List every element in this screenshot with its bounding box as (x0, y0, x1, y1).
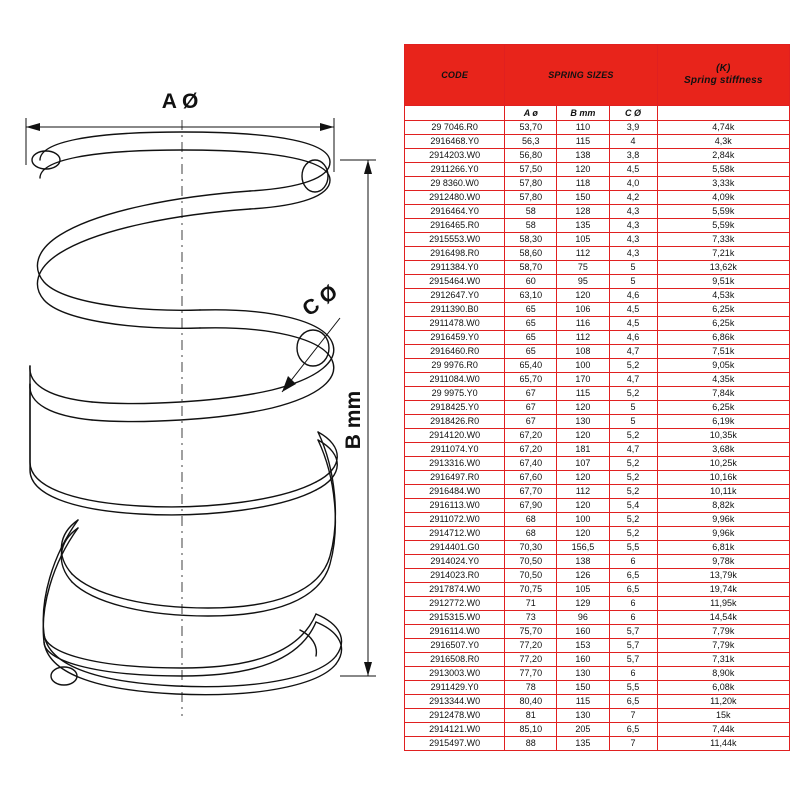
table-row (405, 149, 790, 163)
subheader-c: C Ø (609, 106, 657, 121)
cell-c: 4,3 (609, 219, 657, 233)
cell-a: 85,10 (505, 723, 557, 737)
cell-c: 5,2 (609, 429, 657, 443)
table-row (405, 639, 790, 653)
table-row (405, 177, 790, 191)
cell-k: 9,96k (657, 527, 789, 541)
cell-code: 2913316.W0 (405, 457, 505, 471)
table-row (405, 471, 790, 485)
cell-a: 67,40 (505, 457, 557, 471)
table-row (405, 513, 790, 527)
cell-b: 112 (557, 485, 609, 499)
table-row (405, 723, 790, 737)
cell-k: 10,11k (657, 485, 789, 499)
cell-c: 5,2 (609, 485, 657, 499)
table-row (405, 569, 790, 583)
table-row (405, 555, 790, 569)
cell-b: 138 (557, 555, 609, 569)
cell-b: 130 (557, 709, 609, 723)
cell-b: 129 (557, 597, 609, 611)
cell-a: 65 (505, 331, 557, 345)
cell-k: 6,25k (657, 317, 789, 331)
cell-code: 2911390.B0 (405, 303, 505, 317)
b-mm-label: B mm (342, 390, 365, 450)
cell-a: 71 (505, 597, 557, 611)
cell-code: 2912647.Y0 (405, 289, 505, 303)
cell-a: 67,20 (505, 443, 557, 457)
cell-c: 4,7 (609, 443, 657, 457)
cell-b: 106 (557, 303, 609, 317)
cell-code: 2911072.W0 (405, 513, 505, 527)
cell-a: 70,50 (505, 569, 557, 583)
cell-b: 95 (557, 275, 609, 289)
table-row (405, 695, 790, 709)
cell-k: 7,51k (657, 345, 789, 359)
table-row (405, 709, 790, 723)
cell-k: 4,3k (657, 135, 789, 149)
cell-b: 120 (557, 289, 609, 303)
cell-b: 120 (557, 527, 609, 541)
table-row (405, 359, 790, 373)
cell-code: 2916465.R0 (405, 219, 505, 233)
table-row (405, 373, 790, 387)
cell-a: 57,80 (505, 177, 557, 191)
cell-k: 4,74k (657, 121, 789, 135)
cell-a: 77,20 (505, 639, 557, 653)
cell-c: 5 (609, 275, 657, 289)
table-row (405, 275, 790, 289)
cell-b: 160 (557, 625, 609, 639)
cell-a: 67 (505, 415, 557, 429)
subheader-b: B mm (557, 106, 609, 121)
header-spring-sizes: SPRING SIZES (505, 45, 657, 106)
table-row (405, 121, 790, 135)
cell-c: 5 (609, 415, 657, 429)
table-row (405, 387, 790, 401)
cell-c: 5,7 (609, 625, 657, 639)
cell-code: 2911266.Y0 (405, 163, 505, 177)
table-row (405, 163, 790, 177)
cell-c: 4,7 (609, 345, 657, 359)
cell-code: 29 9976.R0 (405, 359, 505, 373)
cell-c: 7 (609, 737, 657, 751)
cell-k: 3,33k (657, 177, 789, 191)
cell-c: 4,6 (609, 289, 657, 303)
cell-k: 6,08k (657, 681, 789, 695)
spring-diagram (0, 0, 398, 800)
cell-k: 9,51k (657, 275, 789, 289)
cell-code: 2916508.R0 (405, 653, 505, 667)
cell-code: 2916464.Y0 (405, 205, 505, 219)
cell-c: 4,5 (609, 303, 657, 317)
cell-c: 5,7 (609, 639, 657, 653)
table-header-row (405, 45, 790, 106)
cell-code: 2911384.Y0 (405, 261, 505, 275)
cell-c: 6,5 (609, 723, 657, 737)
cell-code: 2916114.W0 (405, 625, 505, 639)
header-stiffness-text: Spring stiffness (684, 75, 763, 86)
cell-k: 6,19k (657, 415, 789, 429)
cell-a: 67 (505, 401, 557, 415)
cell-code: 2913344.W0 (405, 695, 505, 709)
cell-c: 5,7 (609, 653, 657, 667)
cell-b: 156,5 (557, 541, 609, 555)
cell-code: 2916498.R0 (405, 247, 505, 261)
cell-code: 2918426.R0 (405, 415, 505, 429)
subheader-a: A ø (505, 106, 557, 121)
table-row (405, 135, 790, 149)
cell-c: 6,5 (609, 695, 657, 709)
cell-c: 4,3 (609, 233, 657, 247)
table-row (405, 681, 790, 695)
spring-spec-table (404, 44, 790, 751)
cell-k: 15k (657, 709, 789, 723)
cell-code: 29 9975.Y0 (405, 387, 505, 401)
cell-a: 80,40 (505, 695, 557, 709)
cell-a: 56,80 (505, 149, 557, 163)
table-body (405, 121, 790, 751)
table-row (405, 443, 790, 457)
table-row (405, 597, 790, 611)
cell-c: 3,8 (609, 149, 657, 163)
table-row (405, 233, 790, 247)
cell-code: 2911084.W0 (405, 373, 505, 387)
table-row (405, 499, 790, 513)
cell-b: 126 (557, 569, 609, 583)
table-row (405, 485, 790, 499)
cell-code: 29 8360.W0 (405, 177, 505, 191)
cell-a: 67,20 (505, 429, 557, 443)
cell-k: 6,86k (657, 331, 789, 345)
cell-b: 135 (557, 737, 609, 751)
cell-code: 2918425.Y0 (405, 401, 505, 415)
cell-c: 4,3 (609, 247, 657, 261)
cell-c: 7 (609, 709, 657, 723)
cell-k: 4,53k (657, 289, 789, 303)
cell-a: 57,50 (505, 163, 557, 177)
cell-a: 57,80 (505, 191, 557, 205)
cell-a: 67,90 (505, 499, 557, 513)
cell-c: 5,2 (609, 471, 657, 485)
cell-k: 5,59k (657, 219, 789, 233)
cell-c: 5 (609, 261, 657, 275)
table-row (405, 429, 790, 443)
cell-c: 6 (609, 667, 657, 681)
cell-k: 11,95k (657, 597, 789, 611)
cell-c: 4,0 (609, 177, 657, 191)
spring-spec-table-wrapper (404, 44, 790, 751)
cell-k: 8,90k (657, 667, 789, 681)
cell-b: 116 (557, 317, 609, 331)
cell-k: 9,96k (657, 513, 789, 527)
cell-c: 5,4 (609, 499, 657, 513)
cell-a: 58,30 (505, 233, 557, 247)
cell-k: 8,82k (657, 499, 789, 513)
a-diameter-label: A Ø (161, 90, 199, 113)
table-row (405, 667, 790, 681)
cell-a: 58,70 (505, 261, 557, 275)
table-row (405, 317, 790, 331)
cell-k: 11,20k (657, 695, 789, 709)
cell-a: 60 (505, 275, 557, 289)
cell-b: 107 (557, 457, 609, 471)
cell-a: 70,50 (505, 555, 557, 569)
cell-a: 65 (505, 303, 557, 317)
cell-a: 67,60 (505, 471, 557, 485)
cell-code: 2916459.Y0 (405, 331, 505, 345)
cell-b: 115 (557, 135, 609, 149)
cell-a: 77,20 (505, 653, 557, 667)
cell-code: 2917874.W0 (405, 583, 505, 597)
cell-code: 2914121.W0 (405, 723, 505, 737)
cell-c: 4,7 (609, 373, 657, 387)
cell-code: 2915553.W0 (405, 233, 505, 247)
table-row (405, 625, 790, 639)
table-row (405, 653, 790, 667)
table-row (405, 401, 790, 415)
cell-c: 4,3 (609, 205, 657, 219)
cell-k: 13,62k (657, 261, 789, 275)
cell-b: 130 (557, 667, 609, 681)
cell-k: 9,78k (657, 555, 789, 569)
cell-k: 2,84k (657, 149, 789, 163)
cell-c: 5,2 (609, 527, 657, 541)
cell-a: 75,70 (505, 625, 557, 639)
cell-a: 77,70 (505, 667, 557, 681)
header-code: CODE (405, 45, 505, 106)
cell-code: 2916113.W0 (405, 499, 505, 513)
header-spring-stiffness (657, 45, 789, 106)
cell-a: 58,60 (505, 247, 557, 261)
cell-code: 2914023.R0 (405, 569, 505, 583)
table-row (405, 303, 790, 317)
cell-k: 10,16k (657, 471, 789, 485)
table-row (405, 247, 790, 261)
cell-c: 6 (609, 611, 657, 625)
cell-k: 14,54k (657, 611, 789, 625)
cell-k: 6,25k (657, 401, 789, 415)
cell-b: 120 (557, 471, 609, 485)
cell-b: 160 (557, 653, 609, 667)
cell-k: 7,79k (657, 625, 789, 639)
cell-code: 2914712.W0 (405, 527, 505, 541)
cell-a: 65,40 (505, 359, 557, 373)
cell-c: 4,2 (609, 191, 657, 205)
cell-a: 56,3 (505, 135, 557, 149)
cell-c: 6,5 (609, 583, 657, 597)
cell-b: 120 (557, 499, 609, 513)
table-row (405, 457, 790, 471)
cell-b: 108 (557, 345, 609, 359)
cell-a: 78 (505, 681, 557, 695)
cell-code: 2915497.W0 (405, 737, 505, 751)
cell-k: 6,81k (657, 541, 789, 555)
cell-b: 105 (557, 233, 609, 247)
table-row (405, 527, 790, 541)
cell-a: 63,10 (505, 289, 557, 303)
cell-b: 112 (557, 331, 609, 345)
cell-code: 2916460.R0 (405, 345, 505, 359)
cell-c: 5,5 (609, 681, 657, 695)
cell-a: 65 (505, 317, 557, 331)
table-row (405, 345, 790, 359)
cell-b: 135 (557, 219, 609, 233)
cell-c: 6,5 (609, 569, 657, 583)
cell-code: 2912480.W0 (405, 191, 505, 205)
table-row (405, 261, 790, 275)
cell-code: 2912478.W0 (405, 709, 505, 723)
cell-k: 7,79k (657, 639, 789, 653)
cell-c: 5 (609, 401, 657, 415)
cell-c: 6 (609, 597, 657, 611)
table-row (405, 289, 790, 303)
cell-a: 65,70 (505, 373, 557, 387)
table-row (405, 331, 790, 345)
table-subheader-row (405, 106, 790, 121)
cell-b: 115 (557, 387, 609, 401)
cell-b: 153 (557, 639, 609, 653)
cell-k: 7,21k (657, 247, 789, 261)
table-row (405, 191, 790, 205)
cell-a: 70,30 (505, 541, 557, 555)
cell-code: 2911429.Y0 (405, 681, 505, 695)
cell-b: 181 (557, 443, 609, 457)
cell-code: 2916507.Y0 (405, 639, 505, 653)
cell-b: 112 (557, 247, 609, 261)
cell-b: 150 (557, 191, 609, 205)
table-row (405, 219, 790, 233)
cell-b: 115 (557, 695, 609, 709)
cell-c: 4,5 (609, 317, 657, 331)
cell-a: 68 (505, 527, 557, 541)
cell-a: 73 (505, 611, 557, 625)
cell-a: 58 (505, 205, 557, 219)
cell-b: 120 (557, 401, 609, 415)
header-stiffness-k: (K) (716, 63, 731, 74)
cell-k: 5,59k (657, 205, 789, 219)
cell-b: 118 (557, 177, 609, 191)
cell-a: 65 (505, 345, 557, 359)
table-row (405, 737, 790, 751)
cell-code: 2915315.W0 (405, 611, 505, 625)
cell-k: 10,25k (657, 457, 789, 471)
cell-k: 11,44k (657, 737, 789, 751)
subheader-k (657, 106, 789, 121)
cell-c: 3,9 (609, 121, 657, 135)
cell-k: 7,44k (657, 723, 789, 737)
cell-code: 2913003.W0 (405, 667, 505, 681)
cell-k: 7,84k (657, 387, 789, 401)
cell-k: 19,74k (657, 583, 789, 597)
cell-k: 5,58k (657, 163, 789, 177)
cell-a: 53,70 (505, 121, 557, 135)
cell-k: 4,35k (657, 373, 789, 387)
cell-b: 110 (557, 121, 609, 135)
cell-a: 67 (505, 387, 557, 401)
cell-k: 4,09k (657, 191, 789, 205)
cell-code: 2915464.W0 (405, 275, 505, 289)
cell-code: 2916468.Y0 (405, 135, 505, 149)
cell-b: 75 (557, 261, 609, 275)
cell-b: 100 (557, 513, 609, 527)
cell-b: 128 (557, 205, 609, 219)
cell-code: 2916497.R0 (405, 471, 505, 485)
cell-c: 5,2 (609, 457, 657, 471)
cell-b: 100 (557, 359, 609, 373)
cell-code: 2914120.W0 (405, 429, 505, 443)
cell-b: 105 (557, 583, 609, 597)
table-row (405, 583, 790, 597)
cell-code: 2912772.W0 (405, 597, 505, 611)
cell-k: 3,68k (657, 443, 789, 457)
cell-c: 4,6 (609, 331, 657, 345)
cell-c: 4,5 (609, 163, 657, 177)
cell-b: 150 (557, 681, 609, 695)
cell-b: 120 (557, 429, 609, 443)
cell-k: 13,79k (657, 569, 789, 583)
cell-a: 81 (505, 709, 557, 723)
cell-a: 58 (505, 219, 557, 233)
cell-c: 5,2 (609, 359, 657, 373)
table-row (405, 541, 790, 555)
cell-k: 9,05k (657, 359, 789, 373)
cell-code: 29 7046.R0 (405, 121, 505, 135)
cell-b: 96 (557, 611, 609, 625)
cell-code: 2914203.W0 (405, 149, 505, 163)
cell-code: 2916484.W0 (405, 485, 505, 499)
cell-b: 120 (557, 163, 609, 177)
cell-c: 5,2 (609, 387, 657, 401)
cell-b: 205 (557, 723, 609, 737)
cell-k: 7,33k (657, 233, 789, 247)
cell-c: 4 (609, 135, 657, 149)
cell-b: 170 (557, 373, 609, 387)
cell-c: 5,5 (609, 541, 657, 555)
c-diameter-label: C Ø (298, 280, 343, 322)
cell-a: 67,70 (505, 485, 557, 499)
subheader-code (405, 106, 505, 121)
cell-a: 68 (505, 513, 557, 527)
cell-c: 5,2 (609, 513, 657, 527)
table-row (405, 205, 790, 219)
cell-k: 6,25k (657, 303, 789, 317)
cell-a: 70,75 (505, 583, 557, 597)
cell-code: 2914024.Y0 (405, 555, 505, 569)
cell-code: 2914401.G0 (405, 541, 505, 555)
cell-c: 6 (609, 555, 657, 569)
cell-b: 138 (557, 149, 609, 163)
cell-k: 10,35k (657, 429, 789, 443)
table-row (405, 611, 790, 625)
cell-k: 7,31k (657, 653, 789, 667)
cell-code: 2911478.W0 (405, 317, 505, 331)
cell-b: 130 (557, 415, 609, 429)
cell-code: 2911074.Y0 (405, 443, 505, 457)
cell-a: 88 (505, 737, 557, 751)
table-row (405, 415, 790, 429)
